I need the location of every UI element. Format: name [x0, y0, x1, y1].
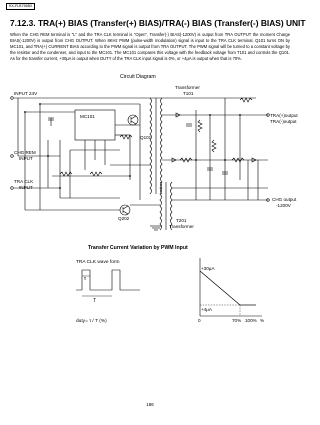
- page-number: 186: [146, 402, 154, 407]
- duty-formula: duty= τ / T (%): [76, 319, 107, 324]
- label-chg-rem: CHG REM: [14, 150, 36, 155]
- label-tra-minus-output: TRA(-)output: [270, 119, 297, 124]
- x-label-unit: %: [260, 318, 265, 323]
- label-tra-clk: TRA CLK: [14, 179, 34, 184]
- label-q202: Q202: [118, 216, 130, 221]
- y-label-4ua: +4μA: [201, 307, 212, 312]
- label-tra-clk-input: INPUT: [19, 185, 33, 190]
- label-tra-plus-output: TRA(+)output: [270, 113, 298, 118]
- label-input-24v: INPUT 24V: [14, 91, 38, 96]
- label-chg-output: CHG output: [272, 197, 297, 202]
- section-heading: 7.12.3. TRA(+) BIAS (Transfer(+) BIAS)/TRA(-) BIAS (Transfer(-) BIAS) UNIT: [10, 18, 306, 28]
- x-label-100: 100%: [245, 318, 257, 323]
- graph-caption: Transfer Current Variation by PWM Input: [88, 245, 188, 251]
- label-mc101: MC101: [80, 114, 95, 119]
- y-label-30ua: +30μA: [201, 266, 215, 271]
- model-tag: KX-FLB756BX: [6, 3, 35, 10]
- x-label-70: 70%: [232, 318, 242, 323]
- label-chg-voltage: -1200V: [276, 203, 291, 208]
- tau-label: τ: [84, 276, 86, 282]
- label-transformer-t101: Transformer: [175, 85, 200, 90]
- period-label: T: [93, 298, 97, 304]
- label-t201: T201: [176, 218, 187, 223]
- label-t101: T101: [183, 91, 194, 96]
- wave-form-label: TRA CLK wave form: [76, 260, 120, 265]
- label-transformer-t201: Transformer: [169, 224, 194, 229]
- circuit-diagram-caption: Circuit Diagram: [120, 74, 156, 80]
- label-q101: Q101: [140, 135, 152, 140]
- x-label-0: 0: [198, 318, 201, 323]
- paragraph-text: When the CHG REM terminal is "L" and the TRA CLK terminal is "Open", Transfer(-) BIAS(-1200V) is output from TRA OUTPUT the moment Charge BIAS(-1200V) is output from CHG OUTPUT. When 8KHz PWM (pulse-width modulation) signal is input to the TRA CLK terminal, Q101 turns ON by MC101, and TRA(+) CURRENT BIAS according to the PWM signal is output from TRA OUTPUT. The PWM signal will be turned to a constant voltage by the resistor and the condenser, and input to the MC101. The MC101 compares this voltage with the feedback voltage from T101 and controls the Q101. As for the transfer current, +30μA is output when DUTY of the TRA CLK input signal is 0%, or +4μA is output when that is 70%.: [10, 32, 290, 61]
- label-chg-rem-input: INPUT: [19, 156, 33, 161]
